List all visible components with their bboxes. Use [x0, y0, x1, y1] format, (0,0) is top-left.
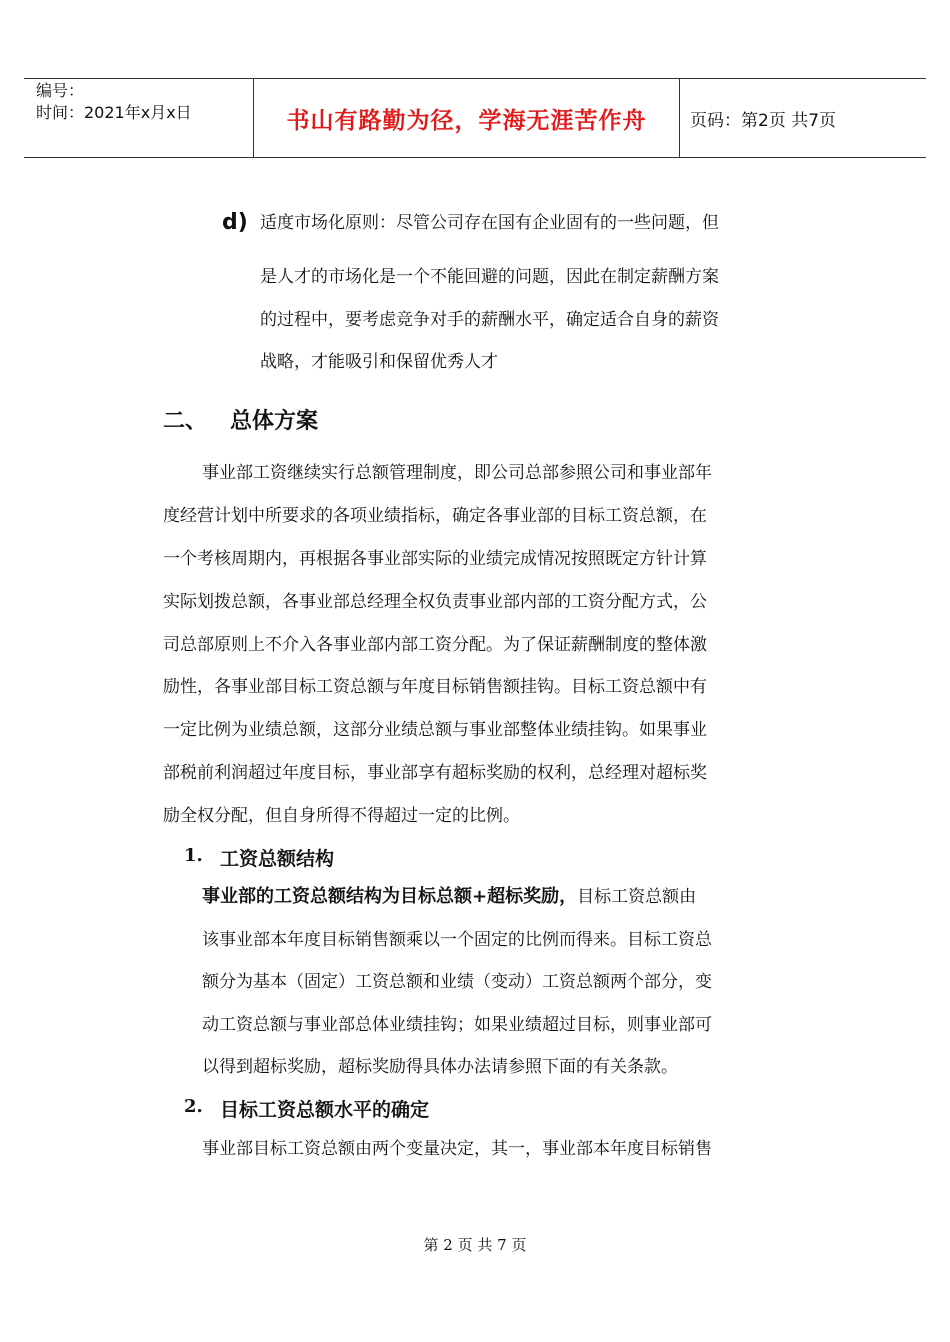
page-info: 页码：第2页 共7页	[690, 110, 837, 131]
page-footer: 第 2 页 共 7 页	[423, 1236, 527, 1254]
item1-first-line	[202, 887, 696, 907]
principle-d-line: 战略，才能吸引和保留优秀人才	[260, 352, 498, 372]
paragraph-line: 部税前利润超过年度目标，事业部享有超标奖励的权利，总经理对超标奖	[163, 763, 707, 783]
paragraph-line: 励性，各事业部目标工资总额与年度目标销售额挂钩。目标工资总额中有	[163, 677, 707, 697]
item1-line: 额分为基本（固定）工资总额和业绩（变动）工资总额两个部分，变	[202, 972, 712, 992]
paragraph-line: 励全权分配，但自身所得不得超过一定的比例。	[163, 806, 520, 826]
item-number: 2.	[184, 1096, 203, 1117]
paragraph-line: 一个考核周期内，再根据各事业部实际的业绩完成情况按照既定方针计算	[163, 549, 707, 569]
principle-d-line: 的过程中，要考虑竞争对手的薪酬水平，确定适合自身的薪资	[260, 310, 719, 330]
paragraph-line: 实际划拨总额，各事业部总经理全权负责事业部内部的工资分配方式，公	[163, 592, 707, 612]
item1-first-rest: 目标工资总额由	[577, 887, 697, 907]
principle-d-line: 适度市场化原则：尽管公司存在国有企业固有的一些问题，但	[260, 213, 719, 233]
date-label: 时间：2021年x月x日	[36, 103, 192, 122]
item-number: 1.	[184, 845, 203, 866]
page-header	[24, 78, 926, 158]
paragraph-line: 司总部原则上不介入各事业部内部工资分配。为了保证薪酬制度的整体激	[163, 635, 707, 655]
paragraph-line: 事业部工资继续实行总额管理制度，即公司总部参照公司和事业部年	[202, 463, 712, 483]
number-label: 编号：	[36, 81, 85, 100]
item2-line: 事业部目标工资总额由两个变量决定，其一，事业部本年度目标销售	[202, 1139, 712, 1159]
section-title: 总体方案	[230, 409, 319, 434]
item1-line: 动工资总额与事业部总体业绩挂钩；如果业绩超过目标，则事业部可	[202, 1015, 712, 1035]
item1-line: 该事业部本年度目标销售额乘以一个固定的比例而得来。目标工资总	[202, 930, 712, 950]
motto-cell	[254, 79, 680, 157]
item-title: 目标工资总额水平的确定	[220, 1099, 430, 1121]
paragraph-line: 度经营计划中所要求的各项业绩指标，确定各事业部的目标工资总额，在	[163, 506, 707, 526]
principle-d-line: 是人才的市场化是一个不能回避的问题，因此在制定薪酬方案	[260, 267, 719, 287]
list-marker-d: d)	[222, 210, 248, 235]
paragraph-line: 一定比例为业绩总额，这部分业绩总额与事业部整体业绩挂钩。如果事业	[163, 720, 707, 740]
section-number: 二、	[163, 409, 208, 434]
header-info-cell	[24, 79, 254, 157]
item1-bold-lead: 事业部的工资总额结构为目标总额+超标奖励，	[202, 886, 578, 907]
item-title: 工资总额结构	[220, 848, 335, 870]
item1-line: 以得到超标奖励，超标奖励得具体办法请参照下面的有关条款。	[202, 1057, 678, 1077]
motto-text: 书山有路勤为径，学海无涯苦作舟	[286, 107, 647, 134]
